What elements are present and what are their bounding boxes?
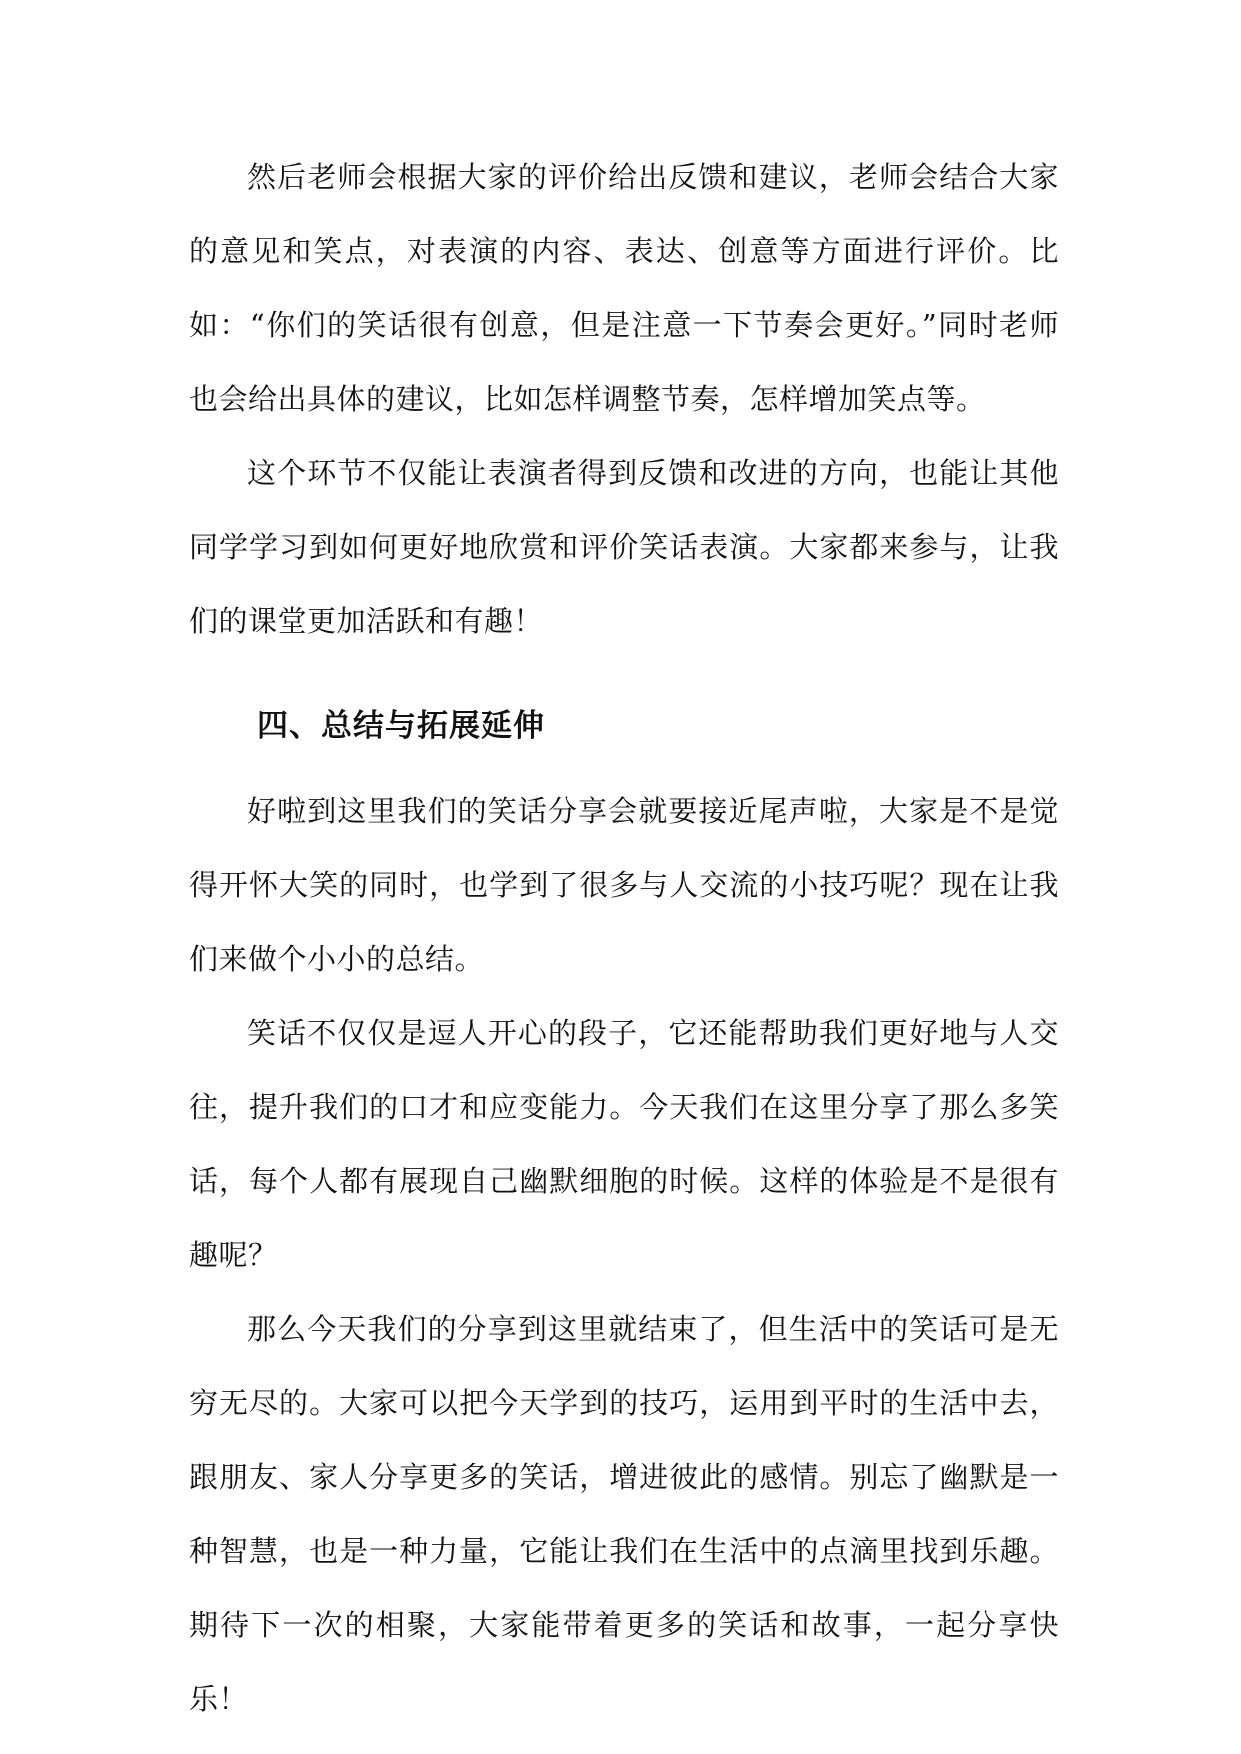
paragraph-feedback: 然后老师会根据大家的评价给出反馈和建议，老师会结合大家的意见和笑点，对表演的内容、表达、创意等方面进行评价。比如：“你们的笑话很有创意，但是注意一下节奏会更好。”同时老师也会给出具体的建议，比如怎样调整节奏，怎样增加笑点等。 [189, 160, 1059, 416]
section-heading: 四、总结与拓展延伸 [257, 708, 545, 744]
paragraph-wrap-up: 好啦到这里我们的笑话分享会就要接近尾声啦，大家是不是觉得开怀大笑的同时，也学到了很多与人交流的小技巧呢？现在让我们来做个小小的总结。 [189, 794, 1059, 976]
paragraph-segment-benefit: 这个环节不仅能让表演者得到反馈和改进的方向，也能让其他同学学习到如何更好地欣赏和评价笑话表演。大家都来参与，让我们的课堂更加活跃和有趣！ [189, 456, 1059, 638]
paragraph-value-of-jokes: 笑话不仅仅是逗人开心的段子，它还能帮助我们更好地与人交往，提升我们的口才和应变能力。今天我们在这里分享了那么多笑话，每个人都有展现自己幽默细胞的时候。这样的体验是不是很有趣呢？ [189, 1016, 1059, 1272]
paragraph-closing: 那么今天我们的分享到这里就结束了，但生活中的笑话可是无穷无尽的。大家可以把今天学到的技巧，运用到平时的生活中去，跟朋友、家人分享更多的笑话，增进彼此的感情。别忘了幽默是一种智慧，也是一种力量，它能让我们在生活中的点滴里找到乐趣。期待下一次的相聚，大家能带着更多的笑话和故事，一起分享快乐！ [189, 1312, 1059, 1716]
document-body [189, 140, 1059, 1736]
